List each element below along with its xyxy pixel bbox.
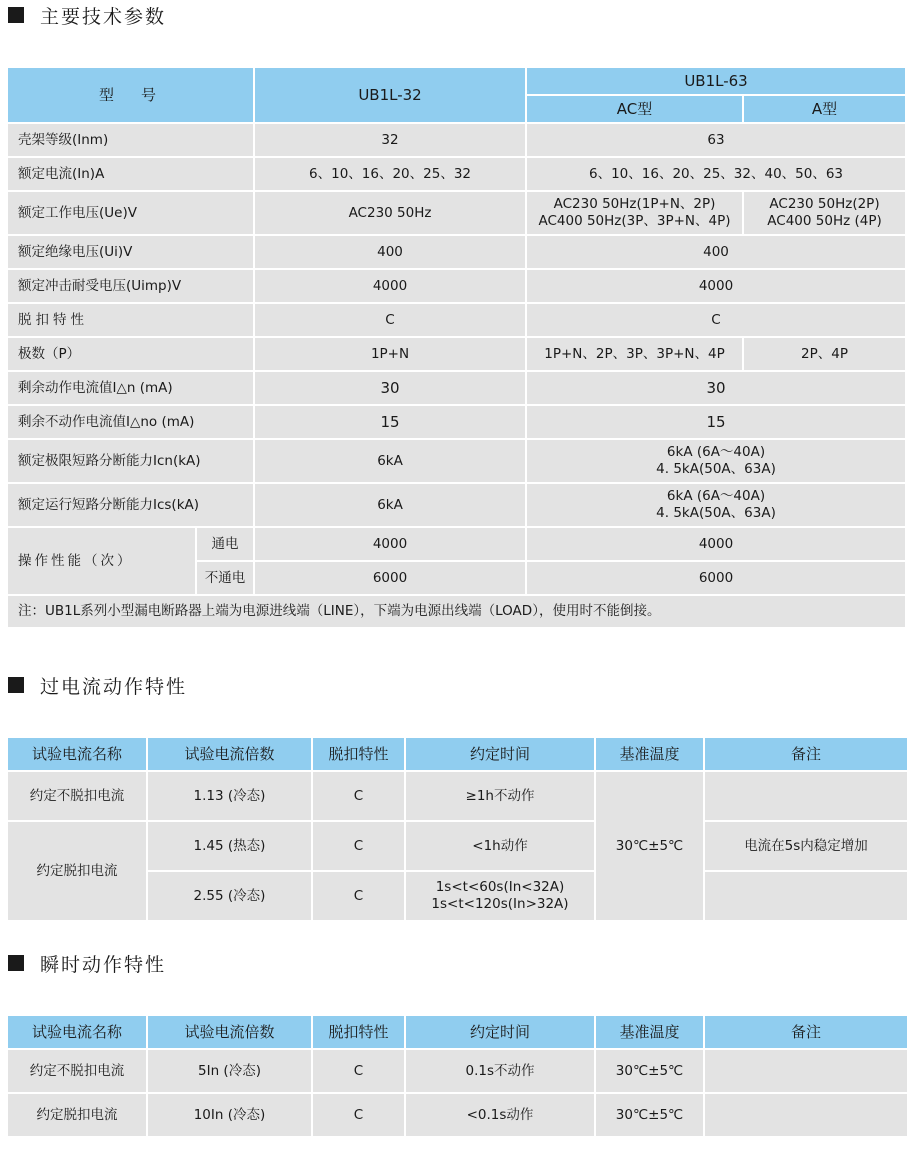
value-line: AC400 50Hz(3P、3P+N、4P)	[538, 213, 731, 229]
table-row	[8, 192, 905, 234]
header-a-type: A型	[744, 96, 905, 122]
row-label: 额定绝缘电压(Ui)V	[8, 236, 253, 268]
value-32: 6、10、16、20、25、32	[255, 158, 525, 190]
value-63: 6、10、16、20、25、32、40、50、63	[527, 158, 905, 190]
value-32: 4000	[255, 270, 525, 302]
table-row	[8, 1094, 907, 1136]
value-ac-type	[527, 192, 742, 234]
value-32: 32	[255, 124, 525, 156]
table-row	[8, 440, 905, 482]
row-label: 脱扣特性	[8, 304, 253, 336]
remark	[705, 772, 907, 820]
section-title: 瞬时动作特性	[40, 953, 167, 976]
value-32: 15	[255, 406, 525, 438]
table-row	[8, 528, 905, 560]
value-32: 6kA	[255, 484, 525, 526]
header-cell: 备注	[705, 738, 907, 770]
tech-spec-table	[6, 66, 907, 629]
agreed-time: <0.1s动作	[406, 1094, 594, 1136]
table-row	[8, 158, 905, 190]
value-a-type: 2P、4P	[744, 338, 905, 370]
remark	[705, 872, 907, 920]
value-line: AC230 50Hz(2P)	[769, 196, 880, 212]
square-bullet-icon	[8, 677, 24, 693]
row-label: 极数（P）	[8, 338, 253, 370]
test-multiple: 5In (冷态)	[148, 1050, 311, 1092]
ref-temp: 30℃±5℃	[596, 1094, 703, 1136]
agreed-time: <1h动作	[406, 822, 594, 870]
header-cell: 试验电流名称	[8, 1016, 146, 1048]
test-multiple: 2.55 (冷态)	[148, 872, 311, 920]
value-32: 6000	[255, 562, 525, 594]
test-name: 约定不脱扣电流	[8, 1050, 146, 1092]
row-label: 额定电流(In)A	[8, 158, 253, 190]
value-63: 63	[527, 124, 905, 156]
agreed-time	[406, 872, 594, 920]
value-32: AC230 50Hz	[255, 192, 525, 234]
square-bullet-icon	[8, 7, 24, 23]
value-line: 6kA (6A～40A)	[666, 488, 766, 504]
table-note: 注：UB1L系列小型漏电断路器上端为电源进线端（LINE），下端为电源出线端（LOAD），使用时不能倒接。	[8, 596, 905, 627]
value-32: 4000	[255, 528, 525, 560]
table-row	[8, 1050, 907, 1092]
header-cell: 脱扣特性	[313, 1016, 404, 1048]
value-63: 4000	[527, 270, 905, 302]
header-cell: 基准温度	[596, 1016, 703, 1048]
value-line: 4. 5kA(50A、63A)	[656, 505, 776, 521]
table-row	[8, 270, 905, 302]
trip-char: C	[313, 1050, 404, 1092]
header-cell: 备注	[705, 1016, 907, 1048]
value-63	[527, 440, 905, 482]
value-line: 4. 5kA(50A、63A)	[656, 461, 776, 477]
section-heading-main	[8, 0, 166, 30]
header-ub1l-63: UB1L-63	[527, 68, 905, 94]
test-multiple: 1.13 (冷态)	[148, 772, 311, 820]
table-row	[8, 304, 905, 336]
row-label: 额定工作电压(Ue)V	[8, 192, 253, 234]
trip-char: C	[313, 1094, 404, 1136]
agreed-time: ≥1h不动作	[406, 772, 594, 820]
table-row	[8, 484, 905, 526]
row-label: 剩余不动作电流值I△no (mA)	[8, 406, 253, 438]
header-cell: 基准温度	[596, 738, 703, 770]
test-name: 约定脱扣电流	[8, 822, 146, 920]
row-label: 壳架等级(Inm)	[8, 124, 253, 156]
ref-temp: 30℃±5℃	[596, 772, 703, 920]
remark	[705, 1094, 907, 1136]
header-cell: 脱扣特性	[313, 738, 404, 770]
test-name: 约定脱扣电流	[8, 1094, 146, 1136]
remark: 电流在5s内稳定增加	[705, 822, 907, 870]
table-row	[8, 124, 905, 156]
section-heading-instantaneous	[8, 948, 166, 978]
header-cell: 试验电流倍数	[148, 738, 311, 770]
overcurrent-table	[6, 736, 909, 922]
value-63: 15	[527, 406, 905, 438]
square-bullet-icon	[8, 955, 24, 971]
section-title: 过电流动作特性	[40, 675, 188, 698]
table-row	[8, 372, 905, 404]
value-a-type	[744, 192, 905, 234]
value-ac-type: 1P+N、2P、3P、3P+N、4P	[527, 338, 742, 370]
row-label: 额定极限短路分断能力Icn(kA)	[8, 440, 253, 482]
value-63: 4000	[527, 528, 905, 560]
value-line: AC400 50Hz (4P)	[767, 213, 882, 229]
value-32: C	[255, 304, 525, 336]
header-cell: 约定时间	[406, 738, 594, 770]
value-32: 1P+N	[255, 338, 525, 370]
agreed-time: 0.1s不动作	[406, 1050, 594, 1092]
test-multiple: 1.45 (热态)	[148, 822, 311, 870]
value-line: 1s<t<120s(In>32A)	[431, 896, 569, 912]
header-ac-type: AC型	[527, 96, 742, 122]
table-row	[8, 236, 905, 268]
row-label: 操作性能（次）	[8, 528, 195, 594]
value-63: 30	[527, 372, 905, 404]
sub-label: 通电	[197, 528, 253, 560]
table-row	[8, 338, 905, 370]
value-line: 1s<t<60s(In<32A)	[435, 879, 565, 895]
sub-label: 不通电	[197, 562, 253, 594]
value-63: 400	[527, 236, 905, 268]
row-label: 剩余动作电流值I△n (mA)	[8, 372, 253, 404]
remark	[705, 1050, 907, 1092]
value-line: AC230 50Hz(1P+N、2P)	[553, 196, 716, 212]
row-label: 额定冲击耐受电压(Uimp)V	[8, 270, 253, 302]
test-multiple: 10In (冷态)	[148, 1094, 311, 1136]
header-cell: 约定时间	[406, 1016, 594, 1048]
section-heading-overcurrent	[8, 670, 187, 700]
table-row	[8, 772, 907, 820]
value-63	[527, 484, 905, 526]
row-label: 额定运行短路分断能力Ics(kA)	[8, 484, 253, 526]
header-ub1l-32: UB1L-32	[255, 68, 525, 122]
value-32: 400	[255, 236, 525, 268]
header-model: 型 号	[8, 68, 253, 122]
ref-temp: 30℃±5℃	[596, 1050, 703, 1092]
trip-char: C	[313, 772, 404, 820]
value-line: 6kA (6A～40A)	[666, 444, 766, 460]
value-32: 6kA	[255, 440, 525, 482]
value-63: 6000	[527, 562, 905, 594]
instantaneous-table	[6, 1014, 909, 1138]
header-cell: 试验电流名称	[8, 738, 146, 770]
header-cell: 试验电流倍数	[148, 1016, 311, 1048]
section-title: 主要技术参数	[40, 5, 167, 28]
trip-char: C	[313, 872, 404, 920]
table-row	[8, 406, 905, 438]
table-row	[8, 822, 907, 870]
value-32: 30	[255, 372, 525, 404]
value-63: C	[527, 304, 905, 336]
test-name: 约定不脱扣电流	[8, 772, 146, 820]
trip-char: C	[313, 822, 404, 870]
